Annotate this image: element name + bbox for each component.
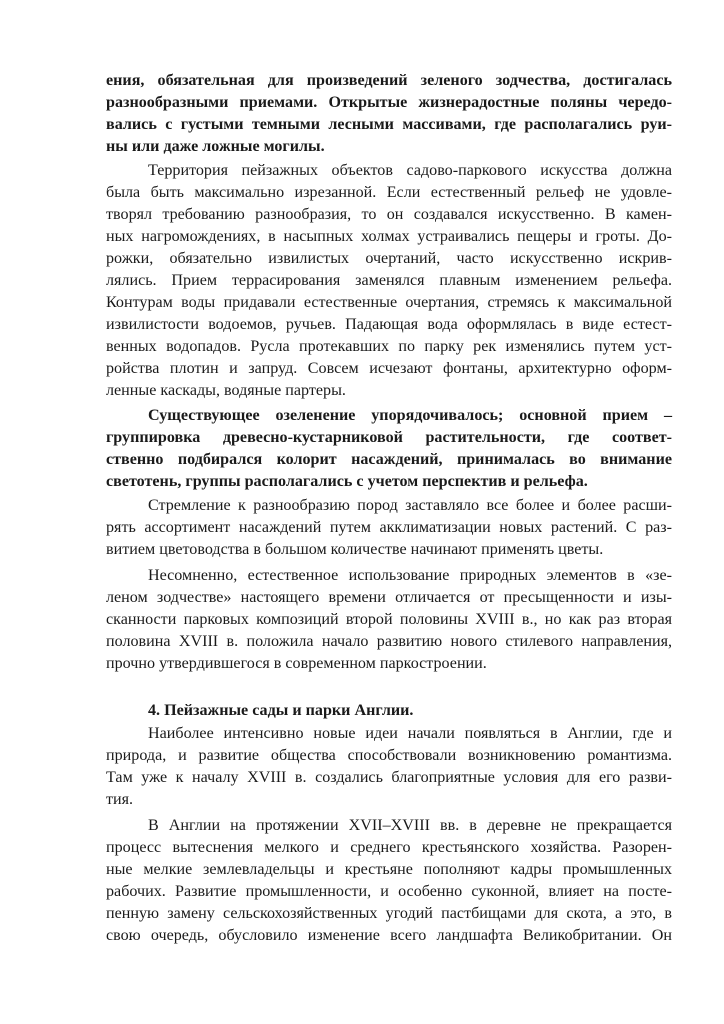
text-line: Стремление к разнообразию пород заставляло все более и более расши- [148,497,672,514]
text-line: венных водопадов. Русла протекавших по парку рек изменялись путем уст- [106,338,672,355]
text-line: ные мелкие землевладельцы и крестьяне пополняют кадры промышленных [106,861,672,878]
text-line: Несомненно, естественное использование природных элементов в «зе- [148,567,672,584]
text-line: ройства плотин и запруд. Совсем исчезают фонтаны, архитектурно оформ- [106,360,672,377]
text-line: рять ассортимент насаждений путем акклиматизации новых растений. С раз- [106,519,672,536]
text-line: природа, и развитие общества способствовали возникновению романтизма. [106,747,672,764]
text-line: Контурам воды придавали естественные очертания, стремясь к максимальной [106,294,672,311]
text-line: лялись. Прием террасирования заменялся плавным изменением рельефа. [106,272,672,289]
text-line: пенную замену сельскохозяйственных угодий пастбищами для скота, а это, в [106,905,672,922]
text-line: рожки, обязательно извилистых очертаний, часто искусственно искрив- [106,250,672,267]
text-line: светотень, группы располагались с учетом перспектив и рельефа. [106,473,588,490]
text-line: свою очередь, обусловило изменение всего ландшафта Великобритании. Он [106,927,672,944]
text-line: разнообразными приемами. Открытые жизнерадостные поляны чередо- [106,94,672,111]
text-line: Существующее озеленение упорядочивалось; основной прием – [148,407,672,424]
text-line: витием цветоводства в большом количестве начинают применять цветы. [106,541,604,558]
text-line: извилистости водоемов, ручьев. Падающая вода оформлялась в виде естест- [106,316,672,333]
text-line: творял требованию разнообразия, то он создавался искусственно. В камен- [106,206,672,223]
text-line: ны или даже ложные могилы. [106,138,325,155]
text-line: тия. [106,791,134,808]
text-line: ленные каскады, водяные партеры. [106,382,346,399]
text-line: вались с густыми темными лесными массивами, где располагались руи- [106,116,672,133]
text-line: Наиболее интенсивно новые идеи начали появляться в Англии, где и [148,725,672,742]
text-line: половина XVIII в. положила начало развитию нового стилевого направления, [106,633,672,650]
text-line: была быть максимально изрезанной. Если естественный рельеф не удовле- [106,184,672,201]
text-line: сканности парковых композиций второй половины XVIII в., но как раз вторая [106,611,672,628]
text-line: группировка древесно-кустарниковой растительности, где соответ- [106,429,672,446]
text-line: прочно утвердившегося в современном паркостроении. [106,655,487,672]
text-line: Там уже к началу XVIII в. создались благоприятные условия для его разви- [106,769,672,786]
text-line: процесс вытеснения мелкого и среднего крестьянского хозяйства. Разорен- [106,839,672,856]
text-line: ственно подбирался колорит насаждений, принималась во внимание [106,451,672,468]
text-line: леном зодчестве» настоящего времени отличается от пресыщенности и изы- [106,589,672,606]
text-line: ения, обязательная для произведений зеленого зодчества, достигалась [106,72,672,89]
text-line: В Англии на протяжении XVII–XVIII вв. в деревне не прекращается [148,817,672,834]
text-line: ных нагромождениях, в насыпных холмах устраивались пещеры и гроты. До- [106,228,672,245]
section-heading: 4. Пейзажные сады и парки Англии. [148,702,414,719]
text-line: рабочих. Развитие промышленности, и особенно суконной, влияет на посте- [106,883,672,900]
text-line: Территория пейзажных объектов садово-паркового искусства должна [148,162,672,179]
